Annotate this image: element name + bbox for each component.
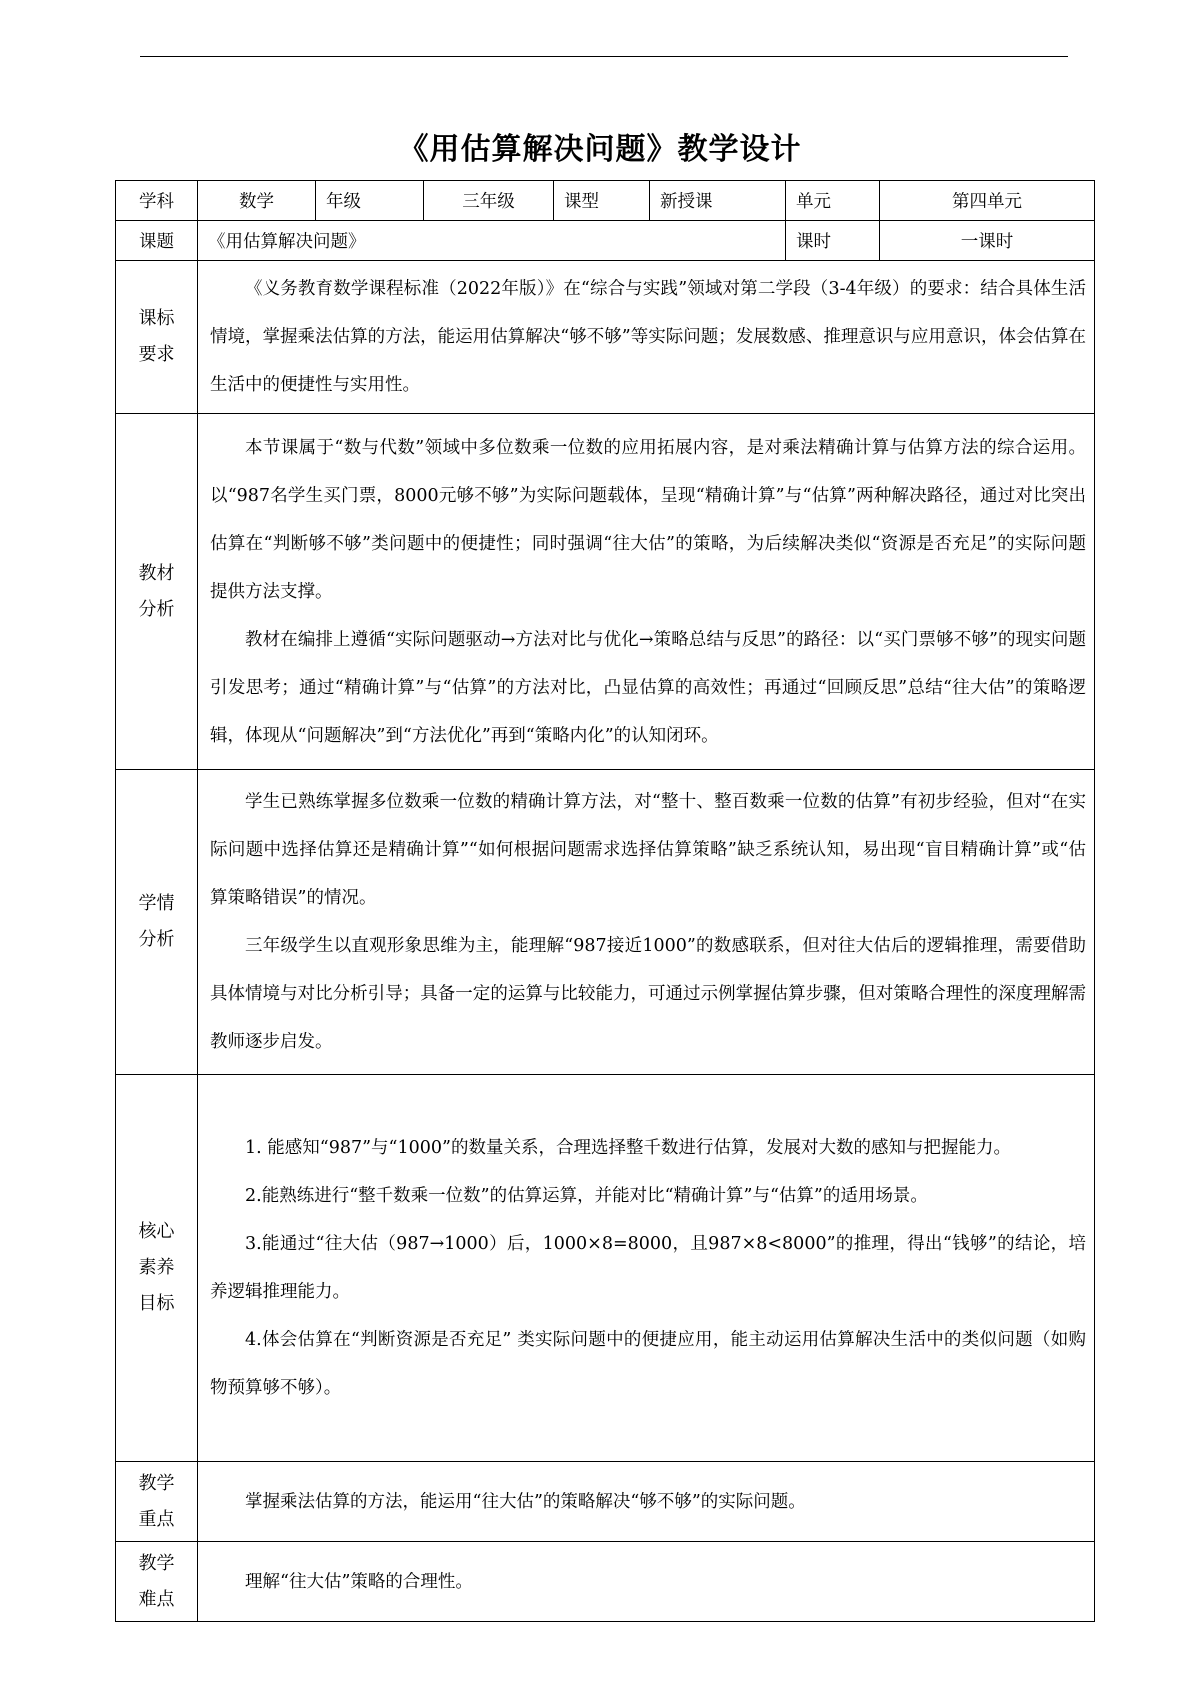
- goal-item: 4.体会估算在“判断资源是否充足” 类实际问题中的便捷应用，能主动运用估算解决生活中的类似问题（如购物预算够不够）。: [210, 1330, 1086, 1398]
- standard-text: 《义务教育数学课程标准（2022年版）》在“综合与实践”领域对第二学段（3-4年级）的要求：结合具体生活情境，掌握乘法估算的方法，能运用估算解决“够不够”等实际问题；发展数感、推理意识与应用意识，体会估算在生活中的便捷性与实用性。: [210, 279, 1086, 395]
- type-label: 课型: [554, 181, 650, 221]
- row-standard: [116, 261, 1095, 414]
- row-learner: [116, 770, 1095, 1075]
- key-label: 教学 重点: [116, 1462, 198, 1542]
- row-difficulty: [116, 1542, 1095, 1622]
- type-value: 新授课: [650, 181, 786, 221]
- difficulty-label: 教学 难点: [116, 1542, 198, 1622]
- document-title: 《用估算解决问题》教学设计: [398, 132, 802, 167]
- learner-label: 学情 分析: [116, 770, 198, 1075]
- row-basic-info: [116, 181, 1095, 221]
- learner-content: [198, 770, 1095, 1075]
- row-key-point: [116, 1462, 1095, 1542]
- standard-content: [198, 261, 1095, 414]
- standard-label: 课标 要求: [116, 261, 198, 414]
- material-label: 教材 分析: [116, 414, 198, 770]
- unit-label: 单元: [786, 181, 880, 221]
- row-topic: [116, 221, 1095, 261]
- period-label: 课时: [786, 221, 880, 261]
- material-paragraph: 教材在编排上遵循“实际问题驱动→方法对比与优化→策略总结与反思”的路径：以“买门票够不够”的现实问题引发思考；通过“精确计算”与“估算”的方法对比，凸显估算的高效性；再通过“回顾反思”总结“往大估”的策略逻辑，体现从“问题解决”到“方法优化”再到“策略内化”的认知闭环。: [210, 629, 1086, 746]
- key-content: [198, 1462, 1095, 1542]
- learner-paragraph: 学生已熟练掌握多位数乘一位数的精确计算方法，对“整十、整百数乘一位数的估算”有初步经验，但对“在实际问题中选择估算还是精确计算”“如何根据问题需求选择估算策略”缺乏系统认知，易出现“盲目精确计算”或“估算策略错误”的情况。: [210, 792, 1086, 908]
- goal-item: 1. 能感知“987”与“1000”的数量关系，合理选择整千数进行估算，发展对大数的感知与把握能力。: [245, 1138, 1011, 1158]
- unit-value: 第四单元: [880, 181, 1095, 221]
- difficulty-content: [198, 1542, 1095, 1622]
- row-goals: [116, 1075, 1095, 1462]
- grade-value: 三年级: [424, 181, 554, 221]
- difficulty-text: 理解“往大估”策略的合理性。: [245, 1571, 473, 1592]
- subject-label: 学科: [116, 181, 198, 221]
- topic-value: 《用估算解决问题》: [198, 221, 786, 261]
- grade-label: 年级: [316, 181, 424, 221]
- learner-paragraph: 三年级学生以直观形象思维为主，能理解“987接近1000”的数感联系，但对往大估后的逻辑推理，需要借助具体情境与对比分析引导；具备一定的运算与比较能力，可通过示例掌握估算步骤，但对策略合理性的深度理解需教师逐步启发。: [210, 936, 1086, 1052]
- material-paragraph: 本节课属于“数与代数”领域中多位数乘一位数的应用拓展内容，是对乘法精确计算与估算方法的综合运用。以“987名学生买门票，8000元够不够”为实际问题载体，呈现“精确计算”与“估算”两种解决路径，通过对比突出估算在“判断够不够”类问题中的便捷性；同时强调“往大估”的策略，为后续解决类似“资源是否充足”的实际问题提供方法支撑。: [210, 437, 1086, 602]
- row-material: [116, 414, 1095, 770]
- period-value: 一课时: [880, 221, 1095, 261]
- goals-label: 核心 素养 目标: [116, 1075, 198, 1462]
- lesson-plan-table: [115, 180, 1095, 1622]
- subject-value: 数学: [198, 181, 316, 221]
- header-rule: [140, 56, 1068, 57]
- goals-content: [198, 1075, 1095, 1462]
- key-text: 掌握乘法估算的方法，能运用“往大估”的策略解决“够不够”的实际问题。: [245, 1491, 806, 1512]
- goal-item: 3.能通过“往大估（987→1000）后，1000×8=8000，且987×8<8000”的推理，得出“钱够”的结论，培养逻辑推理能力。: [210, 1234, 1086, 1302]
- goal-item: 2.能熟练进行“整千数乘一位数”的估算运算，并能对比“精确计算”与“估算”的适用场景。: [245, 1186, 928, 1206]
- topic-label: 课题: [116, 221, 198, 261]
- material-content: [198, 414, 1095, 770]
